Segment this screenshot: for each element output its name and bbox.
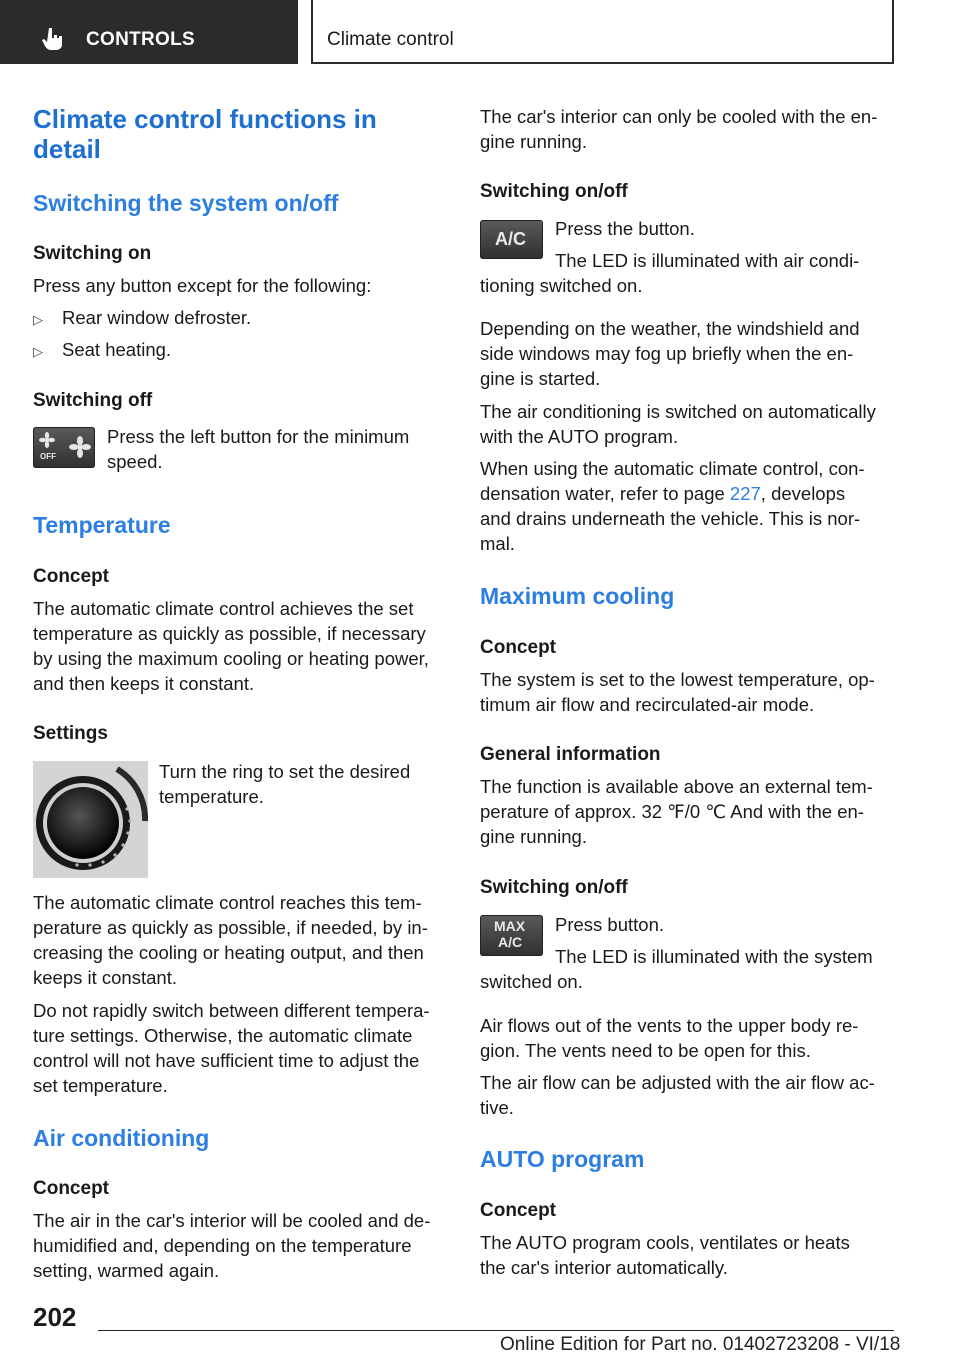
hand-pointer-icon — [40, 26, 66, 52]
switching-off-text-1: Press the left button for the minimum — [107, 426, 410, 447]
ac-concept-heading: Concept — [33, 1178, 109, 1199]
chapter-title: Climate control — [327, 29, 454, 50]
max-label: MAX — [494, 918, 526, 934]
text-line: gine is started. — [480, 368, 601, 389]
text-line: Turn the ring to set the desired — [159, 761, 411, 782]
general-information-heading: General information — [480, 744, 661, 765]
text-line: ture settings. Otherwise, the automatic climate — [33, 1025, 413, 1046]
air-conditioning-heading: Air conditioning — [33, 1125, 210, 1151]
text-line: side windows may fog up briefly when the en‐ — [480, 343, 854, 364]
text-line: humidified and, depending on the temperature — [33, 1235, 412, 1256]
section-tab — [0, 0, 298, 64]
text-line: tive. — [480, 1097, 514, 1118]
text-line: The LED is illuminated with the system — [555, 946, 873, 967]
ac-label: A/C — [498, 934, 523, 950]
text-line: and then keeps it constant. — [33, 673, 255, 694]
page-title-line-1: Climate control functions in — [33, 104, 377, 134]
bullet-item: ▷ Seat heating. — [33, 337, 171, 364]
text-line: Do not rapidly switch between different tempera‐ — [33, 1000, 430, 1021]
text-line: keeps it constant. — [33, 967, 177, 988]
page-header — [0, 0, 960, 66]
temperature-ring-icon — [33, 761, 148, 878]
text-line: perature as quickly as possible, if needed, by in‐ — [33, 917, 428, 938]
text-line: gion. The vents need to be open for this. — [480, 1040, 811, 1061]
temperature-heading: Temperature — [33, 512, 171, 538]
text-line: The function is available above an external tem‐ — [480, 776, 873, 797]
bullet-triangle-icon: ▷ — [33, 344, 43, 359]
ac-button-image — [480, 220, 543, 259]
text-line: When using the automatic climate control, con‐ — [480, 458, 865, 479]
text-line: timum air flow and recirculated-air mode. — [480, 694, 815, 715]
text-line: temperature as quickly as possible, if necessary — [33, 623, 426, 644]
fan-off-button-image — [33, 427, 95, 468]
switching-on-text: Press any button except for the following: — [33, 275, 372, 296]
text-line: The automatic climate control reaches this tem‐ — [33, 892, 422, 913]
switching-on-heading: Switching on — [33, 243, 152, 264]
page-title-line-2: detail — [33, 134, 101, 164]
bullet-item: ▷ Rear window defroster. — [33, 305, 251, 332]
maximum-cooling-heading: Maximum cooling — [480, 583, 675, 609]
text-line: Press button. — [555, 914, 665, 935]
max-switch-heading: Switching on/off — [480, 877, 628, 898]
ac-button-label: A/C — [495, 229, 526, 249]
text-line: The car's interior can only be cooled with the en‐ — [480, 106, 878, 127]
max-concept-heading: Concept — [480, 637, 556, 658]
page-number: 202 — [33, 1302, 77, 1332]
temperature-dial-image — [33, 761, 148, 878]
switching-heading: Switching the system on/off — [33, 190, 339, 216]
bullet-triangle-icon: ▷ — [33, 312, 43, 327]
text-line: setting, warmed again. — [33, 1260, 220, 1281]
settings-heading: Settings — [33, 723, 108, 744]
text-line: The air flow can be adjusted with the air flow ac‐ — [480, 1072, 875, 1093]
text-line: creasing the cooling or heating output, and then — [33, 942, 424, 963]
auto-program-heading: AUTO program — [480, 1146, 645, 1172]
text-line: switched on. — [480, 971, 583, 992]
temperature-concept-heading: Concept — [33, 566, 109, 587]
text-line: control will not have sufficient time to adjust the — [33, 1050, 420, 1071]
text-line: The automatic climate control achieves the set — [33, 598, 414, 619]
text-line: the car's interior automatically. — [480, 1257, 728, 1278]
page-reference-link[interactable]: 227 — [729, 483, 761, 504]
section-title: CONTROLS — [86, 29, 196, 50]
footer-divider — [98, 1330, 894, 1331]
text-line: with the AUTO program. — [480, 426, 679, 447]
fan-icon — [69, 436, 91, 458]
text-line: The LED is illuminated with air condi‐ — [555, 250, 860, 271]
text-line: mal. — [480, 533, 515, 554]
text-line: perature of approx. 32 ℉/0 ℃ And with the en‐ — [480, 801, 864, 822]
auto-concept-heading: Concept — [480, 1200, 556, 1221]
max-ac-button-image — [480, 915, 543, 956]
switching-off-text-2: speed. — [107, 451, 163, 472]
text-line: by using the maximum cooling or heating power, — [33, 648, 429, 669]
fan-icon — [39, 432, 55, 448]
text-line: Depending on the weather, the windshield and — [480, 318, 860, 339]
text-line: Air flows out of the vents to the upper body re‐ — [480, 1015, 859, 1036]
text-line: The air in the car's interior will be cooled and de‐ — [33, 1210, 431, 1231]
text-line: Press the button. — [555, 218, 695, 239]
text-line: tioning switched on. — [480, 275, 643, 296]
text-line: densation water, refer to page 227, develops — [480, 483, 846, 504]
text-line: set temperature. — [33, 1075, 168, 1096]
ac-switch-heading: Switching on/off — [480, 181, 628, 202]
text-line: gine running. — [480, 826, 587, 847]
text-line: The air conditioning is switched on automatically — [480, 401, 876, 422]
switching-off-heading: Switching off — [33, 390, 153, 411]
text-line: The system is set to the lowest temperature, op‐ — [480, 669, 875, 690]
edition-text: Online Edition for Part no. 01402723208 - VI/18 — [500, 1334, 901, 1355]
text-line: gine running. — [480, 131, 587, 152]
text-line: The AUTO program cools, ventilates or heats — [480, 1232, 850, 1253]
text-line: and drains underneath the vehicle. This is nor‐ — [480, 508, 861, 529]
off-label: OFF — [40, 452, 56, 461]
chapter-tab — [311, 0, 894, 64]
text-line: temperature. — [159, 786, 264, 807]
